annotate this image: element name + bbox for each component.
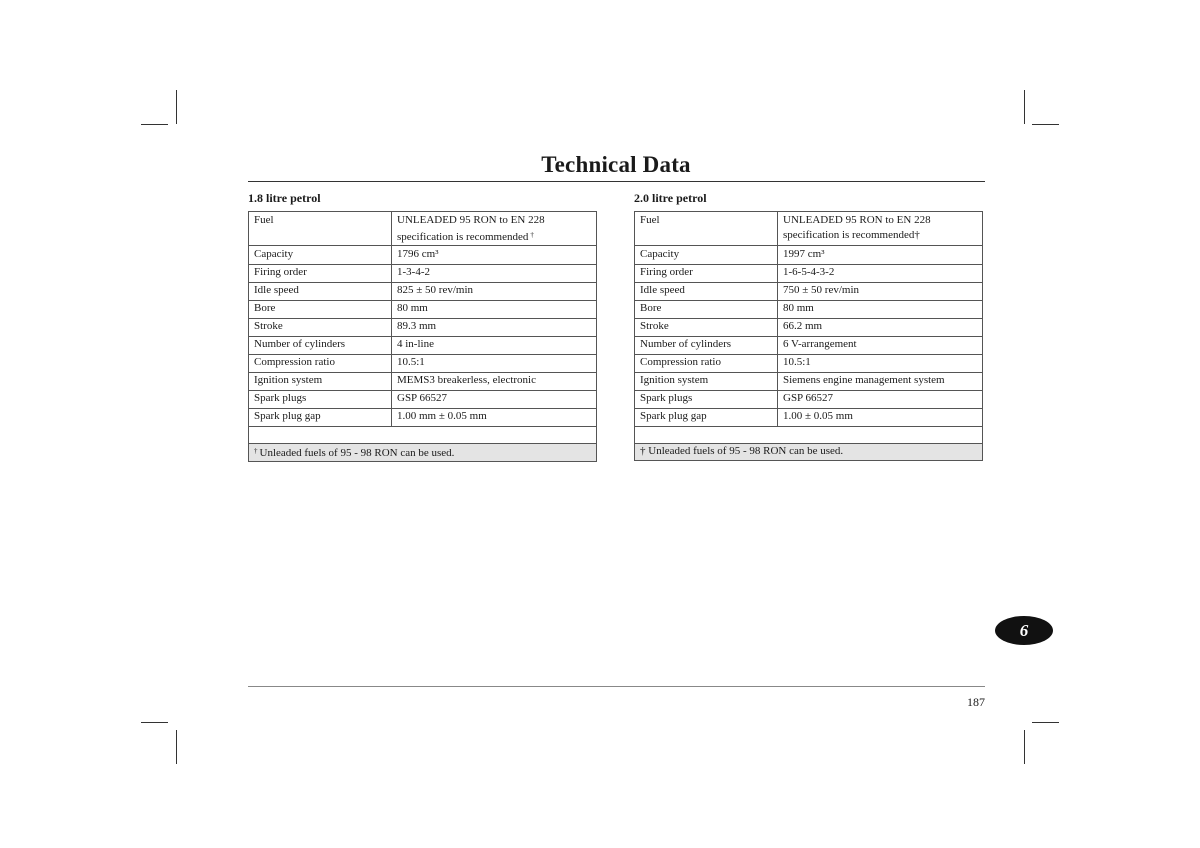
- row-value: 1.00 mm ± 0.05 mm: [392, 409, 597, 427]
- table-row: [635, 265, 983, 283]
- row-label: Firing order: [635, 265, 778, 283]
- row-value: 750 ± 50 rev/min: [778, 283, 983, 301]
- chapter-tab: 6: [995, 616, 1053, 645]
- table-row: [635, 355, 983, 373]
- table-row: [249, 319, 597, 337]
- footnote-marker: †: [254, 447, 258, 455]
- row-label: Capacity: [635, 246, 778, 265]
- crop-mark-top-right-horizontal: [1032, 124, 1059, 125]
- spec-table: [248, 211, 597, 462]
- row-label: Capacity: [249, 246, 392, 265]
- table-row: [249, 355, 597, 373]
- row-value: 4 in-line: [392, 337, 597, 355]
- table-row: [249, 301, 597, 319]
- row-label: Number of cylinders: [249, 337, 392, 355]
- row-label: Stroke: [635, 319, 778, 337]
- page-title: Technical Data: [541, 152, 691, 177]
- row-value: MEMS3 breakerless, electronic: [392, 373, 597, 391]
- crop-mark-top-left-vertical: [176, 90, 177, 124]
- table-row: [635, 212, 983, 246]
- fuel-value-line1: UNLEADED 95 RON to EN 228: [783, 214, 931, 226]
- row-value: 6 V-arrangement: [778, 337, 983, 355]
- row-label: Ignition system: [249, 373, 392, 391]
- table-row: [249, 373, 597, 391]
- table-row: [249, 391, 597, 409]
- footnote-marker: †: [530, 231, 534, 239]
- footnote-text: Unleaded fuels of 95 - 98 RON can be used.: [259, 447, 455, 459]
- blank-row: [635, 427, 983, 444]
- row-value: 1.00 ± 0.05 mm: [778, 409, 983, 427]
- row-value: 10.5:1: [392, 355, 597, 373]
- table-row: [249, 246, 597, 265]
- blank-cell: [249, 427, 597, 444]
- section-1-8-litre: [248, 191, 597, 462]
- row-value: 66.2 mm: [778, 319, 983, 337]
- table-row: [249, 265, 597, 283]
- row-label: Fuel: [249, 212, 392, 246]
- section-heading: 2.0 litre petrol: [634, 191, 707, 205]
- row-label: Number of cylinders: [635, 337, 778, 355]
- row-label: Idle speed: [635, 283, 778, 301]
- row-value: GSP 66527: [392, 391, 597, 409]
- footnote-cell: † Unleaded fuels of 95 - 98 RON can be used.: [635, 444, 983, 461]
- row-label: Compression ratio: [635, 355, 778, 373]
- crop-mark-top-left-horizontal: [141, 124, 168, 125]
- fuel-value-line1: UNLEADED 95 RON to EN 228: [397, 214, 545, 226]
- row-label: Stroke: [249, 319, 392, 337]
- section-heading: 1.8 litre petrol: [248, 191, 321, 205]
- row-label: Ignition system: [635, 373, 778, 391]
- table-row: [635, 409, 983, 427]
- table-row: [249, 409, 597, 427]
- row-value: GSP 66527: [778, 391, 983, 409]
- section-2-0-litre: [634, 191, 983, 461]
- table-row: [635, 246, 983, 265]
- table-row: [635, 319, 983, 337]
- table-row: [635, 337, 983, 355]
- row-value: 80 mm: [778, 301, 983, 319]
- row-label: Spark plug gap: [635, 409, 778, 427]
- table-row: [635, 373, 983, 391]
- row-label: Compression ratio: [249, 355, 392, 373]
- table-row: [249, 337, 597, 355]
- footnote-row: [249, 444, 597, 462]
- fuel-value-line2: specification is recommended†: [783, 229, 920, 241]
- table-row: [635, 283, 983, 301]
- row-value: 10.5:1: [778, 355, 983, 373]
- crop-mark-bottom-left-vertical: [176, 730, 177, 764]
- blank-row: [249, 427, 597, 444]
- spec-table: [634, 211, 983, 461]
- row-value: 1-6-5-4-3-2: [778, 265, 983, 283]
- row-value: Siemens engine management system: [778, 373, 983, 391]
- row-value: 1997 cm³: [778, 246, 983, 265]
- row-label: Spark plugs: [635, 391, 778, 409]
- table-row: [249, 212, 597, 246]
- blank-cell: [635, 427, 983, 444]
- bottom-rule: [248, 686, 985, 687]
- row-label: Fuel: [635, 212, 778, 246]
- row-label: Bore: [635, 301, 778, 319]
- crop-mark-bottom-right-vertical: [1024, 730, 1025, 764]
- crop-mark-bottom-right-horizontal: [1032, 722, 1059, 723]
- row-label: Spark plugs: [249, 391, 392, 409]
- table-row: [635, 391, 983, 409]
- row-value: 89.3 mm: [392, 319, 597, 337]
- row-value: 825 ± 50 rev/min: [392, 283, 597, 301]
- footnote-cell: [249, 444, 597, 462]
- row-value: [778, 212, 983, 246]
- row-value: [392, 212, 597, 246]
- crop-mark-top-right-vertical: [1024, 90, 1025, 124]
- row-value: 1796 cm³: [392, 246, 597, 265]
- row-value: 1-3-4-2: [392, 265, 597, 283]
- fuel-value-line2: specification is recommended: [397, 231, 529, 243]
- crop-mark-bottom-left-horizontal: [141, 722, 168, 723]
- table-row: [635, 301, 983, 319]
- row-label: Idle speed: [249, 283, 392, 301]
- footnote-row: [635, 444, 983, 461]
- title-rule: [248, 181, 985, 182]
- row-label: Firing order: [249, 265, 392, 283]
- table-row: [249, 283, 597, 301]
- page-number: 187: [967, 695, 985, 709]
- row-label: Bore: [249, 301, 392, 319]
- row-value: 80 mm: [392, 301, 597, 319]
- row-label: Spark plug gap: [249, 409, 392, 427]
